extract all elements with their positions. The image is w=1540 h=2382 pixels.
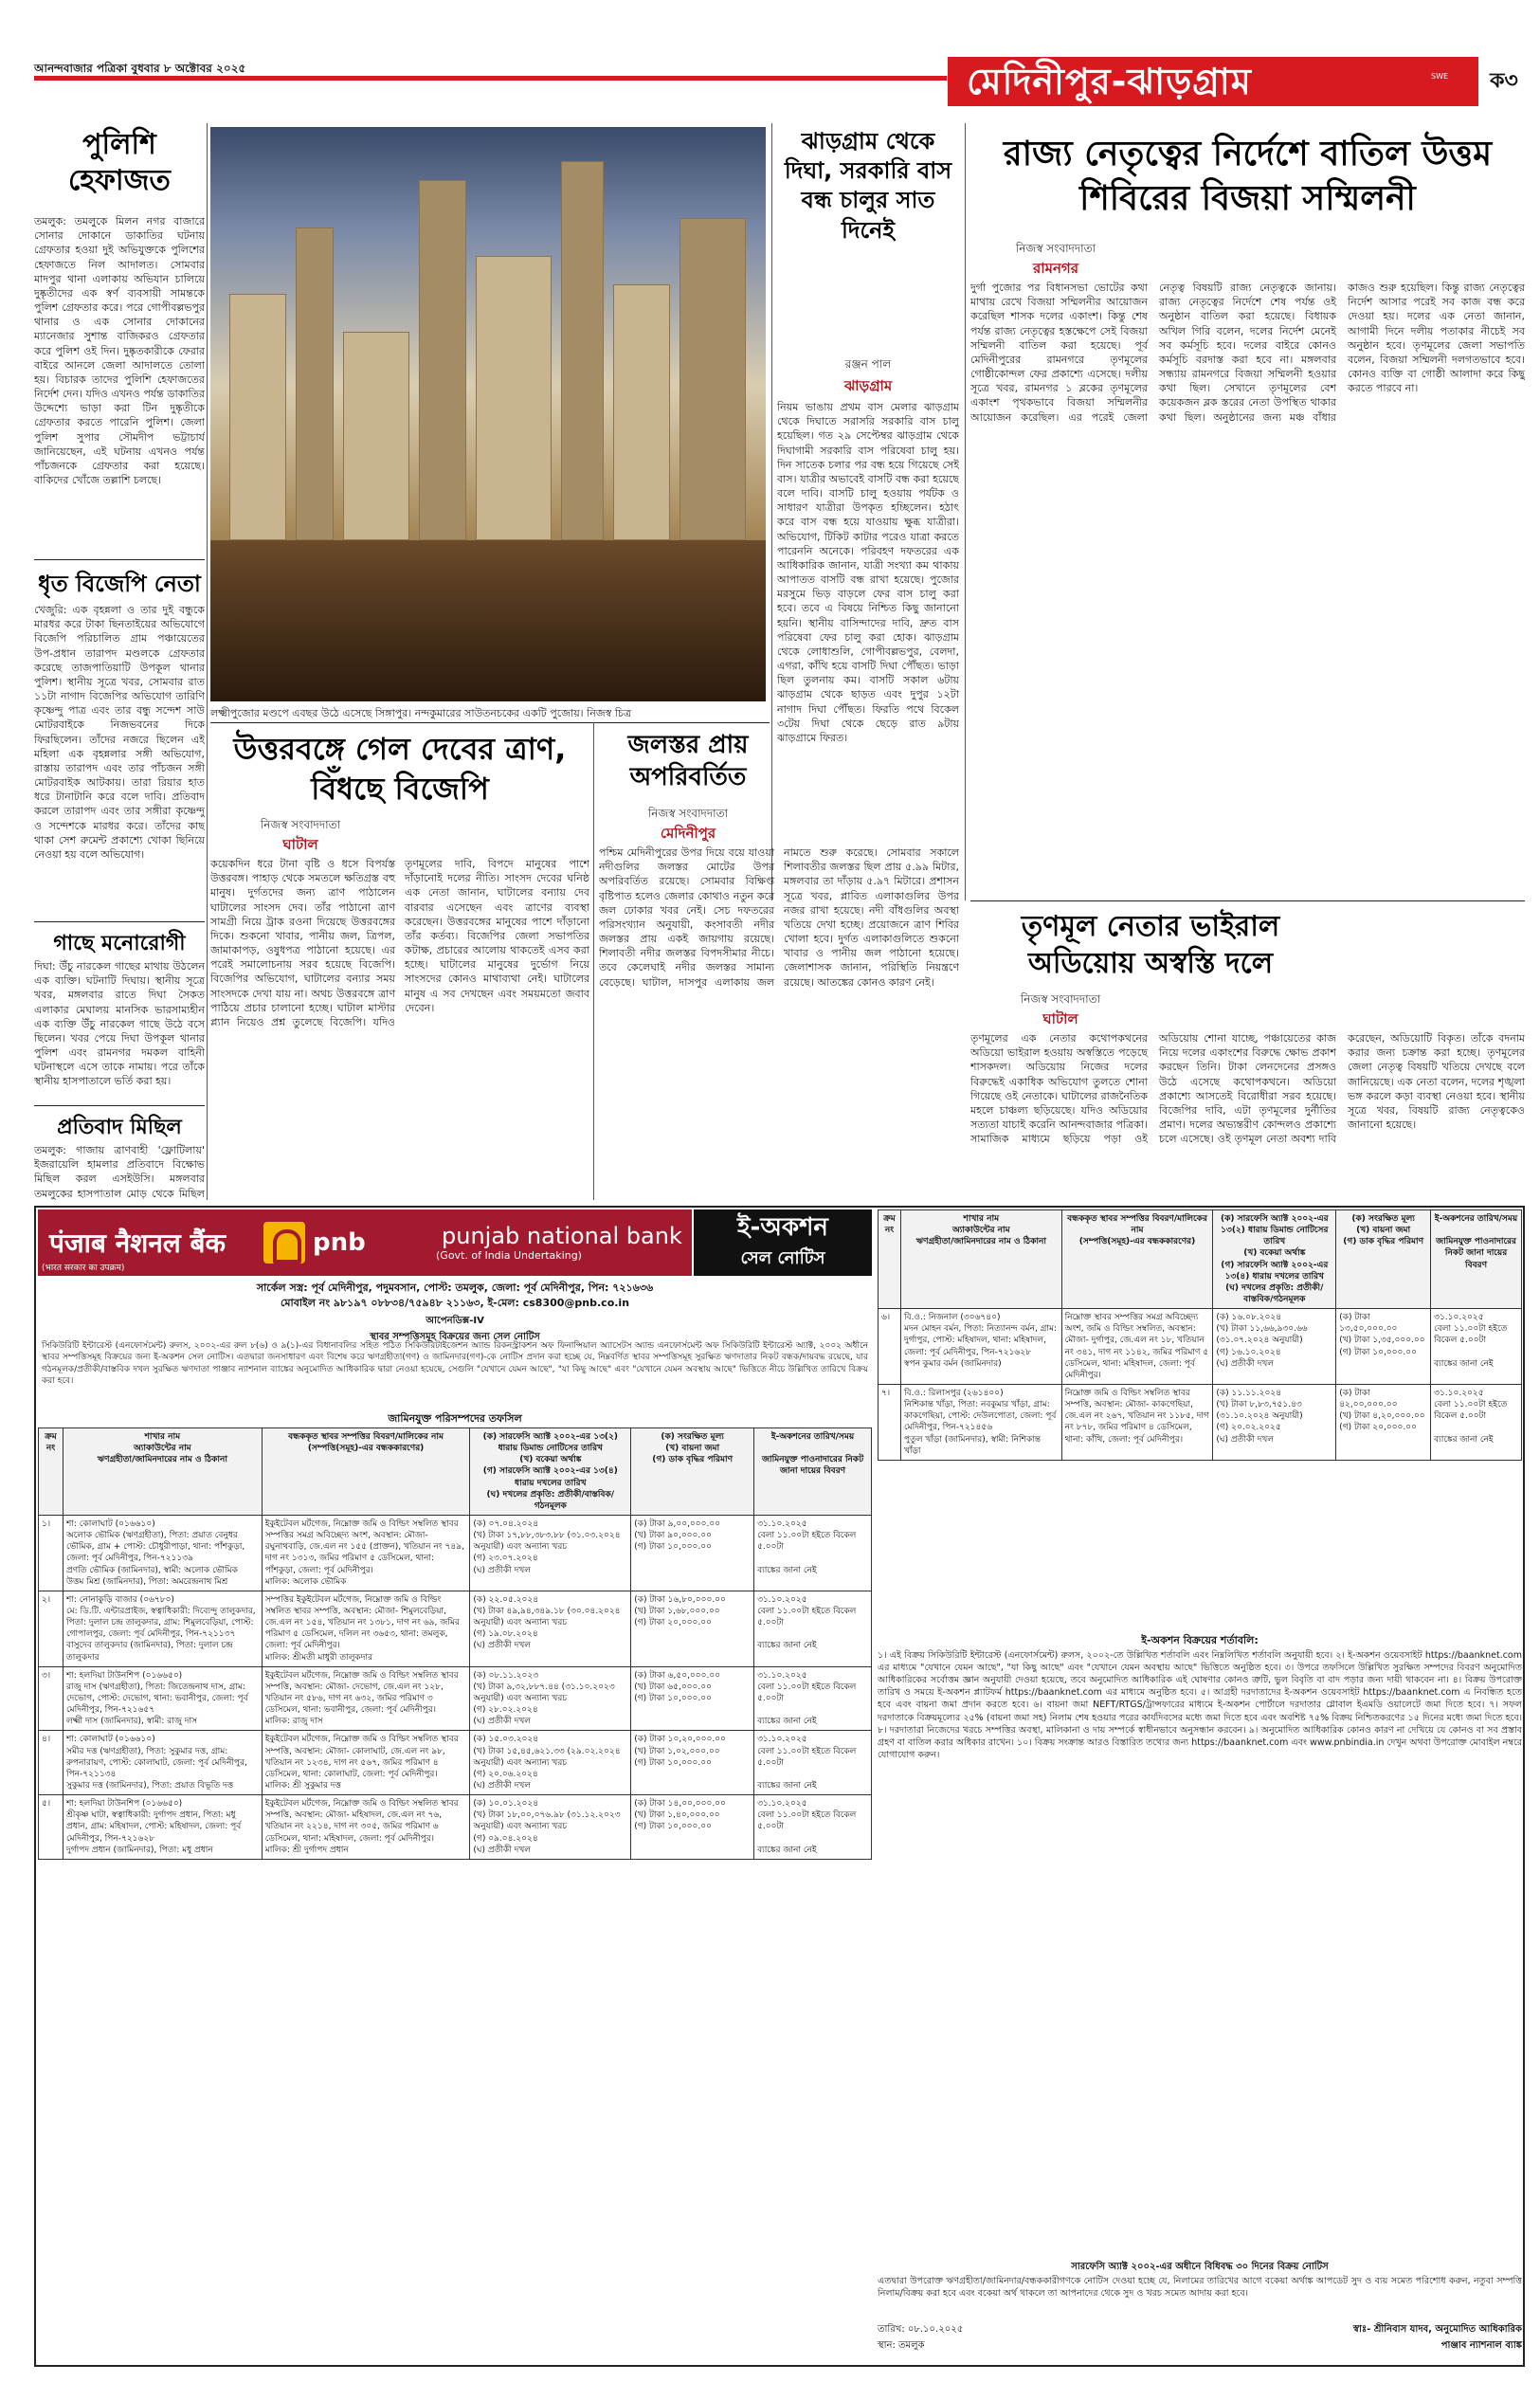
story-bus-body: নিয়ম ভাঙায় প্রথম বাস মেলার ঝাড়গ্রাম থেকে দিঘাতে সরাসরি সরকারি বাস চালু হয়েছিল। গত ২৯ সেপ্টেম্বর ঝাড়গ্রাম থেকে দিঘাগামী সরকারি বাস পরিষেবা চালু হয়। দিন সাতেক চলার পর বন্ধ হয়ে গিয়েছে সেই বাস। যাত্রীর অভাবেই বাসটি বন্ধ করা হয়েছে বলে দাবি। বাসটি চালু হওয়ায় পর্যটক ও সাধারণ যাত্রীরা উপকৃত হচ্ছিলেন। হঠাৎ করে বাস বন্ধ হয়ে যাওয়ায় ক্ষুব্ধ যাত্রীরা। অভিযোগ, টিকিট কাটার পরেও যাত্রা করতে পারেননি অনেকে। পরিবহণ দফতরের এক আধিকারিক জানান, যাত্রী সংখ্যা কম থাকায় আপাতত বাসটি বন্ধ রাখা হয়েছে। পুজোর মরসুমে ভিড় বাড়লে ফের বাস চালু করা হবে। তবে এ বিষয়ে নিশ্চিত কিছু জানানো হয়নি। স্থানীয় বাসিন্দাদের দাবি, দ্রুত বাস পরিষেবা ফের চালু করা হোক। ঝাড়গ্রাম থেকে লোধাশুলি, গোপীবল্লভপুর, বেলদা, এগরা, কাঁথি হয়ে বাসটি দিঘা পৌঁছত। ভাড়া ছিল তুলনায় কম। বাসটি সকাল ৬টায় ঝাড়গ্রাম থেকে ছাড়ত এবং দুপুর ১২টা নাগাদ দিঘা পৌঁছত। ফিরতি পথে বিকেল ৩টেয় দিঘা থেকে ছেড়ে রাত ৯টায় ঝাড়গ্রামে ফিরত।	[777, 401, 959, 744]
cell-property: ইকুইটেবল মর্টগেজ, নিম্নোক্ত জমি ও বিল্ডিং সম্বলিত স্থাবর সম্পত্তি, অবস্থান: মৌজা- কোলাঘাট, জে.এল নং ৯৮, খতিয়ান নং ১২৩৪, দাগ নং ৫৬৭, জমির পরিমাণ ৪ ডেসিমেল, থানা: কোলাঘাট, জেলা: পূর্ব মেদিনীপুর। মালিক: শ্রী সুকুমার দত্ত	[262, 1731, 470, 1795]
cell-borrower: বি.ও.: রিলাসপুর (২৬১৪০০) নিশিকান্ত খাঁড়া, পিতা: নবকুমার খাঁড়া, গ্রাম: কাকগেছিয়া, পোস্ট: দেউলপোতা, জেলা: পূর্ব মেদিনীপুর, পিন-৭২১৪৫৬ পুতুল খাঁড়া (জামিনদার), স্বামী: নিশিকান্ত খাঁড়া	[900, 1384, 1061, 1460]
headline-bus: ঝাড়গ্রাম থেকে দিঘা, সরকারি বাস বন্ধ চালুর সাত দিনেই	[784, 128, 952, 244]
cell-borrower: শা: হলদিয়া টাউনশিপ (০১৬৬৫০) রাজু দাস (ঋণগ্রহীতা), পিতা: জিতেন্দ্রনাথ দাস, গ্রাম: দেভোগ, পোস্ট: দেভোগ, থানা: ভবানীপুর, জেলা: পূর্ব মেদিনীপুর, পিন-৭২১৬৫৭ লক্ষ্মী দাস (জামিনদার), স্বামী: রাজু দাস	[63, 1666, 262, 1731]
byline-water-level: নিজস্ব সংবাদদাতা	[647, 807, 729, 820]
cell-demand: (ক) ২২.০৫.২০২৪ (খ) টাকা ৪৯,৯৪,৩৪৯.১৮ (৩০.০৪.২০২৪ অনুযায়ী) এবং অন্যান্য খরচ (গ) ১৯.০৮.২০২৪ (ঘ) প্রতীকী দখল	[470, 1591, 631, 1666]
col-date: ই-অকশনের তারিখ/সময় জামিনযুক্ত পাওনাদারের নিকট জানা দায়ের বিবরণ	[754, 1428, 872, 1516]
page-number: ক৩	[1490, 69, 1518, 93]
story-bjp-leader-body: খেজুরি: এক বৃহন্নলা ও তার দুই বন্ধুকে মারধর করে টাকা ছিনতাইয়ের অভিযোগে বিজেপি পরিচালিত গ্রাম পঞ্চায়েতের উপ-প্রধান তারাপদ মণ্ডলকে গ্রেফতার করেছে তাজপাতিয়াটি উপকূল থানার পুলিশ। স্থানীয় সূত্রে খবর, সোমবার রাত ১১টা নাগাদ বিজেপির অভিযোগ তারিণি কৃষ্ণেন্দু পাত্র এবং তার বন্ধু সন্দেশ সাউ মোটরবাইকে নিজভবনের দিকে ফিরছিলেন। তাঁদের নজরে ছিলেন এই মহিলা এক বৃহন্নলার সঙ্গী অভিযোগ, রাস্তায় তারাপদ এবং তার পাঁচজন সঙ্গী মোটরবাইক আটকায়। তারা রিয়ার হাত ধরে টানাটানি করে বলে দাবি। প্রতিবাদ করলে তারাপদ এবং তার সঙ্গীরা কৃষ্ণেন্দু ও সন্দেশকে মারধর করে। তাঁদের কাছ থাকা সেশ রুমেন্ট প্রকাশ্যে খোকা ছিনিয়ে নেওয়া হয় বলে অভিযোগ।	[34, 604, 205, 861]
byline-dev-relief: নিজস্ব সংবাদদাতা	[260, 818, 341, 831]
cell-property: সম্পত্তির ইকুইটেবল মর্টগেজ, নিম্নোক্ত জমি ও বিল্ডিং সম্বলিত স্থাবর সম্পত্তি, অবস্থান: মৌজা- শিমুলবেড়িয়া, জে.এল নং ১৫৪, খতিয়ান নং ১৩৮১, দাগ নং ৬৯, জমির পরিমাণ ৫ ডেসিমেল, দলিল নং ৩৬৫৩, থানা: তমলুক, জেলা: পূর্ব মেদিনীপুর। মালিক: শ্রীমতী মাধুরী তালুকদার	[262, 1591, 470, 1666]
col-reserve: (ক) সংরক্ষিত মূল্য (খ) বায়না জমা (গ) ডাক বৃদ্ধির পরিমাণ	[631, 1428, 754, 1516]
byline-bijoya: নিজস্ব সংবাদদাতা	[1015, 242, 1096, 255]
table-row	[39, 1666, 872, 1731]
headline-protest: প্রতিবাদ মিছিল	[57, 1116, 182, 1139]
cell-borrower: বি.ও.: নিজনাল (৩০৬৭৪০) মদন মোহন বর্মন, পিতা: নিত্যানন্দ বর্মন, গ্রাম: দুর্গাপুর, পোস্ট: মহিষাদল, থানা: মহিষাদল, জেলা: পূর্ব মেদিনীপুর, পিন-৭২১৬২৮ স্বপন কুমার বর্মন (জামিনদার)	[900, 1309, 1061, 1385]
cell-demand: (ক) ১৬.০৮.২০২৪ (খ) টাকা ১১,৬৬,৯৩০.৬৬ (৩১.০৭.২০২৪ অনুযায়ী) (গ) ১৬.১০.২০২৪ (ঘ) প্রতীকী দখল	[1213, 1309, 1336, 1385]
col-property: বন্ধককৃত স্থাবর সম্পত্তির বিবরণ/মালিকের নাম (সম্পত্তি(সমূহ)-এর বন্ধককারণের)	[262, 1428, 470, 1516]
cell-sl: ১।	[39, 1515, 63, 1591]
cell-reserve: (ক) টাকা ১৬,৮০,০০০.০০ (খ) টাকা ১,৬৮,০০০.০০ (গ) টাকা ২০,০০০.০০	[631, 1591, 754, 1666]
cell-sl: ৩।	[39, 1666, 63, 1731]
cell-reserve: (ক) টাকা ৪২,০০,০০০.০০ (খ) টাকা ৪,২০,০০০.০০ (গ) টাকা ২০,০০০.০০	[1336, 1384, 1431, 1460]
cell-date: ৩১.১০.২০২৫ বেলা ১১.০০টা হইতে বিকেল ৫.০০টা ব্যাঙ্কের জানা নেই	[754, 1666, 872, 1731]
notice-title: সারফেসি অ্যাক্ট ২০০২-এর অধীনে বিধিবদ্ধ ৩০ দিনের বিক্রয় নোটিস	[1071, 2262, 1329, 2272]
cell-date: ৩১.১০.২০২৫ বেলা ১১.০০টা হইতে বিকেল ৫.০০টা ব্যাঙ্কের জানা নেই	[754, 1515, 872, 1591]
terms-body: ১। এই বিক্রয় সিকিউরিটি ইন্টারেস্ট (এনফোর্সমেন্ট) রুলস, ২০০২-তে উল্লিখিত শর্তাবলি এবং নিম্নলিখিত শর্তাবলি অনুযায়ী হবে। ২। ই-অকশন ওয়েবসাইট https://baanknet.com এর মাধ্যমে "যেখানে যেমন আছে", "যা কিছু আছে" এবং "যেখানে যেমন অবস্থায় আছে" ভিত্তিতে অনুষ্ঠিত হবে। ৩। উপরে তফসিলে উল্লিখিত সুরক্ষিত সম্পদের বিবরণ অনুমোদিত আধিকারিকের সর্বোত্তম জ্ঞান অনুযায়ী দেওয়া হয়েছে, তবে অনুমোদিত আধিকারিক এই ঘোষণার কোনও ত্রুটি, ভুল বিবৃতি বা বাদ পড়ার জন্য দায়ী থাকবেন না। ৪। বিক্রয় উপরোক্ত তারিখ ও সময়ে ই-অকশন প্ল্যাটফর্ম https://baanknet.com এর মাধ্যমে অনুষ্ঠিত হবে। ৫। আগ্রহী দরদাতাদের ই-অকশন ওয়েবসাইট https://baanknet.com এ নিবন্ধিত হতে হবে এবং বায়না জমা প্রদান করতে হবে। ৬। বায়না জমা NEFT/RTGS/ট্রান্সফারের মাধ্যমে ই-অকশন পোর্টালে দরদাতার গ্লোবাল ইএমডি ওয়ালেটে জমা দিতে হবে। ৭। সফল দরদাতাকে বিক্রয়মূল্যের ২৫% (বায়না জমা সহ) নিলাম শেষ হওয়ার পরের কার্যদিবসের মধ্যে জমা দিতে হবে এবং অবশিষ্ট ৭৫% বিক্রয় নিশ্চিতকরণের ১৫ দিনের মধ্যে জমা দিতে হবে। ৮। দরদাতারা নিজেদের খরচে সম্পত্তির অবস্থা, মালিকানা ও দায় সম্পর্কে স্বাধীনভাবে অনুসন্ধান করবেন। ৯। অনুমোদিত আধিকারিক কোনও কারণ না দেখিয়ে যে কোনও বা সব প্রস্তাব গ্রহণ বা বাতিল করার অধিকার রাখেন। ১০। বিক্রয় সংক্রান্ত আরও বিস্তারিত তথ্যের জন্য https://baanknet.com এবং www.pnbindia.in দেখুন অথবা উপরোক্ত মোবাইল নম্বরে যোগাযোগ করুন।	[878, 1650, 1522, 1760]
headline-water-level: জলস্তর প্রায় অপরিবর্তিত	[627, 731, 749, 791]
cell-date: ৩১.১০.২০২৫ বেলা ১১.০০টা হইতে বিকেল ৫.০০টা ব্যাঙ্কের জানা নেই	[1431, 1309, 1522, 1385]
col-borrower: শাখার নাম অ্যাকাউন্টের নাম ঋণগ্রহীতা/জামিনদারের নাম ও ঠিকানা	[63, 1428, 262, 1516]
cell-sl: ৭।	[879, 1384, 901, 1460]
eauction-label: ই-অকশন সেল নোটিস	[694, 1209, 872, 1276]
byline-bus: রঞ্জন পাল	[844, 357, 892, 371]
pnb-hindi-sub: (भारत सरकार का उपक्रम)	[42, 1264, 125, 1273]
story-police-body: তমলুক: তমলুকে মিলন নগর বাজারে সোনার দোকানে ডাকাতির ঘটনায় গ্রেফতার হওয়া দুই অভিযুক্তকে পুলিশের হেফাজতে নিল আদালত। সোমবার মাদপুর থানা এলাকায় অভিযান চালিয়ে দুষ্কৃতীদের এক স্বর্ণ ব্যবসায়ী সামন্তকে পুলিশ গ্রেফতার করে। পরে গোপীবল্লভপুর থানার ও এক সোনার দোকানের ম্যানেজার সুশান্ত বাজিকরও গ্রেফতার করে পুলিশ ওই দিন। দুষ্কৃতকারীকে ফেরার বাইরে আনলে জেলা আদালতে তোলা হয়। বিচারক তাদের পুলিশি হেফাজতের নির্দেশ দেন। যদিও এখনও পর্যন্ত ডাকাতির উদ্দেশ্যে ভাড়া করা টিন দুষ্কৃতীকে গ্রেফতার করতে পারেনি পুলিশ। জেলা পুলিশ সুপার সৌমদীপ ভট্টাচার্য জানিয়েছেন, এই ঘটনায় এখনও পর্যন্ত পাঁচজনকে গ্রেফতার করা হয়েছে। বাকিদের খোঁজে তল্লাশি চলছে।	[34, 215, 205, 487]
pnb-hindi-name: पंजाब नैशनल बैंक	[49, 1227, 226, 1259]
pnb-govt-undertaking: (Govt. of India Undertaking)	[436, 1248, 582, 1262]
cell-reserve: (ক) টাকা ১৪,০০,০০০.০০ (খ) টাকা ১,৪০,০০০.০০ (গ) টাকা ১০,০০০.০০	[631, 1795, 754, 1860]
ad-intro: সিকিউরিটি ইন্টারেস্ট (এনফোর্সমেন্ট) রুলস, ২০০২-এর রুল ৮(৬) ও ৯(১)-এর বিধানাবলির সহিত পঠিত সিকিউরিটাইজেশন অ্যান্ড রিকনস্ট্রাকশন অফ ফিনান্সিয়াল অ্যাসেটস অ্যান্ড এনফোর্সমেন্ট অফ সিকিউরিটি ইন্টারেস্ট অ্যাক্ট, ২০০২ অধীনে স্থাবর সম্পত্তিসমূহ বিক্রয়ের জন্য ই-অকশন সেল নোটিস। এতদ্বারা জনসাধারণ এবং বিশেষ করে ঋণগ্রহীতা(গণ) ও জামিনদার(গণ)-কে নোটিস প্রদান করা হচ্ছে যে, নিম্নবর্ণিত স্থাবর সম্পত্তিসমূহ সুরক্ষিত ঋণদাতার নিকট বন্ধক/দায়বদ্ধ রয়েছে, যার গঠনমূলক/প্রতীকী/বাস্তবিক দখল সুরক্ষিত ঋণদাতা পাঞ্জাব ন্যাশনাল ব্যাঙ্কের অনুমোদিত আধিকারিক দ্বারা নেওয়া হয়েছে, সেগুলি "যেখানে যেমন আছে", "যা কিছু আছে" এবং "যেখানে যেমন অবস্থায় আছে" ভিত্তিতে নীচে উল্লিখিত তারিখে বিক্রয় করা হবে।	[42, 1341, 868, 1387]
headline-dev-relief: উত্তরবঙ্গে গেল দেবের ত্রাণ, বিঁধছে বিজেপি	[233, 731, 567, 807]
masthead-rule	[34, 76, 947, 81]
cell-property: ইকুইটেবল মর্টগেজ, নিম্নোক্ত জমি ও বিল্ডিং সম্বলিত স্থাবর সম্পত্তি, অবস্থান: মৌজা- মহিষাদল, জে.এল নং ৭৬, খতিয়ান নং ২২১৪, দাগ নং ৩০৫, জমির পরিমাণ ৬ ডেসিমেল, থানা: মহিষাদল, জেলা: পূর্ব মেদিনীপুর। মালিক: শ্রী দুর্গাপদ প্রধান	[262, 1795, 470, 1860]
table-row	[39, 1731, 872, 1795]
cell-reserve: (ক) টাকা ১৩,৫০,০০০.০০ (খ) টাকা ১,৩৫,০০০.০০ (গ) টাকা ১০,০০০.০০	[1336, 1309, 1431, 1385]
cell-demand: (ক) ১৫.০৩.২০২৪ (খ) টাকা ১৫,৪৫,৬২১.৩৩ (২৯.০২.২০২৪ অনুযায়ী) এবং অন্যান্য খরচ (গ) ২০.০৬.২০২৪ (ঘ) প্রতীকী দখল	[470, 1731, 631, 1795]
byline-viral-audio: নিজস্ব সংবাদদাতা	[1020, 992, 1101, 1006]
headline-bijoya: রাজ্য নেতৃত্বের নির্দেশে বাতিল উত্তম শিবিরের বিজয়া সম্মিলনী	[1003, 135, 1493, 218]
pnb-short-name: pnb	[313, 1228, 366, 1257]
dateline-water-level: মেদিনীপুর	[660, 825, 716, 842]
cell-reserve: (ক) টাকা ৬,৫০,০০০.০০ (খ) টাকা ৬৫,০০০.০০ (গ) টাকা ১০,০০০.০০	[631, 1666, 754, 1731]
cell-sl: ৬।	[879, 1309, 901, 1385]
table-row	[39, 1795, 872, 1860]
cell-property: ইকুইটেবল মর্টগেজ, নিম্নোক্ত জমি ও বিল্ডিং সম্বলিত স্থাবর সম্পত্তির সমগ্র অবিচ্ছেদ্য অংশ, অবস্থান: মৌজা- রঘুনাথবাড়ি, জে.এল নং ১৫৫ (প্রাক্তন), খতিয়ান নং ৭৪৯, দাগ নং ১৩১৩, জমির পরিমাণ ৫ ডেসিমেল, থানা: পাঁশকুড়া, জেলা: পূর্ব মেদিনীপুর। মালিক: অলোক ভৌমিক	[262, 1515, 470, 1591]
cell-property: নিম্নোক্ত স্থাবর সম্পত্তির সমগ্র অবিচ্ছেদ্য অংশ, জমি ও বিল্ডিং সম্বলিত, অবস্থান: মৌজা- দুর্গাপুর, জে.এল নং ১৮, খতিয়ান নং ৩৪১, দাগ নং ১১৪২, জমির পরিমাণ ৫ ডেসিমেল, থানা: মহিষাদল, জেলা: পূর্ব মেদিনীপুর।	[1061, 1309, 1213, 1385]
cell-sl: ৫।	[39, 1795, 63, 1860]
story-bijoya-body: দুর্গা পুজোর পর বিধানসভা ভোটের কথা মাথায় রেখে বিজয়া সম্মিলনীর আয়োজন করেছিল শাসক দলের একাংশ। কিন্তু শেষ পর্যন্ত রাজ্য নেতৃত্বের হস্তক্ষেপে সেই বিজয়া সম্মিলনী বাতিল করা হয়েছে। পূর্ব মেদিনীপুরের রামনগরে তৃণমূলের গোষ্ঠীকোন্দল ফের প্রকাশ্যে এসেছে। দলীয় সূত্রে খবর, রামনগর ১ ব্লকের তৃণমূলের একাংশ পৃথকভাবে বিজয়া সম্মিলনীর আয়োজন করেছিল। এর পরেই জেলা নেতৃত্ব বিষয়টি রাজ্য নেতৃত্বকে জানায়। রাজ্য নেতৃত্বের নির্দেশে শেষ পর্যন্ত ওই অনুষ্ঠান বাতিল করা হয়েছে। বিধায়ক অখিল গিরি বলেন, দলের নির্দেশ মেনেই সব কর্মসূচি হবে। দলের বাইরে কোনও কর্মসূচি বরদাস্ত করা হবে না। মঙ্গলবার সন্ধ্যায় রামনগরে বিজয়া সম্মিলনী হওয়ার কথা ছিল। সেখানে তৃণমূলের বেশ কয়েকজন ব্লক স্তরের নেতা উপস্থিত থাকার কথা ছিল। অনুষ্ঠানের জন্য মঞ্চ বাঁধার কাজও শুরু হয়েছিল। কিন্তু রাজ্য নেতৃত্বের নির্দেশ আসার পরেই সব কাজ বন্ধ করে দেওয়া হয়। দলের এক নেতা জানান, আগামী দিনে দলীয় পতাকার নীচেই সব অনুষ্ঠান হবে। তৃণমূলের জেলা সভাপতি বলেন, বিজয়া সম্মিলনী দলগতভাবে হবে। কোনও ব্যক্তি বা গোষ্ঠী আলাদা করে কিছু করতে পারবে না।	[970, 282, 1525, 424]
footer-signature: স্বাঃ- শ্রীনিবাস যাদব, অনুমোদিত আধিকারিক পাঞ্জাব ন্যাশনাল ব্যাঙ্ক	[1352, 2324, 1522, 2351]
ad-address: সার্কেল সস্ত্র: পূর্ব মেদিনীপুর, পদুমবসান, পোস্ট: তমলুক, জেলা: পূর্ব মেদিনীপুর, পিন: ৭২১৬৩৬	[256, 1282, 654, 1294]
section-tag: SWE	[1431, 72, 1449, 81]
cell-property: নিম্নোক্ত জমি ও বিল্ডিং সম্বলিত স্থাবর সম্পত্তি, অবস্থান: মৌজা- কাকগেছিয়া, জে.এল নং ২৬৭, খতিয়ান নং ১১৮৫, দাগ নং ৮৭৮, জমির পরিমাণ ৪ ডেসিমেল, থানা: কাঁথি, জেলা: পূর্ব মেদিনীপুর।	[1061, 1384, 1213, 1460]
cell-sl: ২।	[39, 1591, 63, 1666]
cell-demand: (ক) ১০.০১.২০২৪ (খ) টাকা ১৮,০০,০৭৬.৯৮ (৩১.১২.২০২৩ অনুযায়ী) এবং অন্যান্য খরচ (গ) ০৯.০৪.২০২৪ (ঘ) প্রতীকী দখল	[470, 1795, 631, 1860]
masthead-date: আনন্দবাজার পত্রিকা বুধবার ৮ অক্টোবর ২০২৫	[34, 62, 246, 75]
pnb-full-name: punjab national bank	[442, 1223, 682, 1250]
footer-date: তারিখ: ০৮.১০.২০২৫ স্থান: তমলুক	[878, 2324, 964, 2351]
table-row	[879, 1384, 1522, 1460]
col-sl: ক্রম নং	[39, 1428, 63, 1516]
dateline-bus: ঝাড়গ্রাম	[843, 377, 893, 394]
story-tree-body: দিঘা: উঁচু নারকেল গাছের মাথায় উঠলেন এক ব্যক্তি। ঘটনাটি দিঘায়। স্থানীয় সূত্রে খবর, মঙ্গলবার রাতে দিঘা সৈকত এলাকার মেঘালয় মানসিক ভারসাম্যহীন এক ব্যক্তি উঁচু নারকেল গাছে উঠে বসে ছিলেন। খবর পেয়ে দিঘা উপকূল থানার পুলিশ এবং রামনগর দমকল বাহিনী ঘটনাস্থলে এসে তাকে নামায়। পরে তাঁকে স্থানীয় হাসপাতালে ভর্তি করা হয়।	[34, 960, 205, 1088]
ad-appendix: আপেনডিক্স-IV স্থাবর সম্পত্তিসমূহ বিক্রয়ের জন্য সেল নোটিস	[370, 1316, 540, 1342]
cell-reserve: (ক) টাকা ১০,২০,০০০.০০ (খ) টাকা ১,০২,০০০.০০ (গ) টাকা ১০,০০০.০০	[631, 1731, 754, 1795]
cell-demand: (ক) ০৭.০৪.২০২৪ (খ) টাকা ১৭,৮৮,৩৮৩.৮৮ (৩১.০৩.২০২৪ অনুযায়ী) এবং অন্যান্য খরচ (গ) ২৩.০৭.২০২৪ (ঘ) প্রতীকী দখল	[470, 1515, 631, 1591]
pnb-logo-icon	[263, 1222, 305, 1264]
col-demand: (ক) সারফেসি অ্যাক্ট ২০০২-এর ১৩(২) ধারায় ডিমান্ড নোটিসের তারিখ (খ) বকেয়া অর্থাঙ্ক (গ) সারফেসি অ্যাক্ট ২০০২-এর ১৩(৪) ধারায় দখলের তারিখ (ঘ) দখলের প্রকৃতি: প্রতীকী/বাস্তবিক/গঠনমূলক	[470, 1428, 631, 1516]
cell-reserve: (ক) টাকা ৯,০০,০০০.০০ (খ) টাকা ৯০,০০০.০০ (গ) টাকা ১০,০০০.০০	[631, 1515, 754, 1591]
photo-singapore-pandal	[210, 127, 766, 701]
auction-table-left	[38, 1427, 872, 1860]
table-row	[879, 1309, 1522, 1385]
story-water-level-body: পশ্চিম মেদিনীপুরের উপর দিয়ে বয়ে যাওয়া নদীগুলির জলস্তর মোটের উপর অপরিবর্তিত রয়েছে। সোমবার বিক্ষিপ্ত বৃষ্টিপাত হলেও জেলার কোথাও নতুন করে জল ঢোকার খবর নেই। সেচ দফতরের পরিসংখ্যান অনুযায়ী, কংসাবতী নদীর জলস্তর প্রায় একই জায়গায় রয়েছে। শিলাবতী নদীর জলস্তর বিপদসীমার নীচে। তবে কেলেঘাই নদীর জলস্তর সামান্য বেড়েছে। ঘাটাল, দাসপুর এলাকায় জল নামতে শুরু করেছে। সোমবার সকালে শিলাবতীর জলস্তর ছিল প্রায় ৫.৯৯ মিটার, মঙ্গলবার তা দাঁড়ায় ৫.৯৭ মিটারে। প্রশাসন সূত্রে খবর, প্লাবিত এলাকাগুলির উপর নজর রাখা হয়েছে। নদী বাঁধগুলির অবস্থা খতিয়ে দেখা হচ্ছে। প্রয়োজনে ত্রাণ শিবির খোলা হবে। দুর্গত এলাকাগুলিতে শুকনো খাবার ও পানীয় জল পাঠানো হয়েছে। জেলাশাসক জানান, পরিস্থিতি নিয়ন্ত্রণে রয়েছে। আতঙ্কের কোনও কারণ নেই।	[599, 846, 959, 989]
table-row	[39, 1515, 872, 1591]
cell-date: ৩১.১০.২০২৫ বেলা ১১.০০টা হইতে বিকেল ৫.০০টা ব্যাঙ্কের জানা নেই	[754, 1731, 872, 1795]
auction-table-right: ক্রম নং শাখার নাম অ্যাকাউন্টের নাম ঋণগ্রহীতা/জামিনদারের নাম ও ঠিকানা বন্ধককৃত স্থাবর সম্পত্তির বিবরণ/মালিকের নাম (সম্পত্তি(সমূহ)-এর বন্ধককারণের) (ক) সারফেসি অ্যাক্ট ২০০২-এর ১৩(২) ধারায় ডিমান্ড নোটিসের তারিখ (খ) বকেয়া অর্থাঙ্ক (গ) সারফেসি অ্যাক্ট ২০০২-এর ১৩(৪) ধারায় দখলের তারিখ (ঘ) দখলের প্রকৃতি: প্রতীকী/বাস্তবিক/গঠনমূলক (ক) সংরক্ষিত মূল্য (খ) বায়না জমা (গ) ডাক বৃদ্ধির পরিমাণ ই-অকশনের তারিখ/সময় জামিনযুক্ত পাওনাদারের নিকট জানা দায়ের বিবরণ ৬। বি.ও.: নিজনাল (৩০৬৭৪০) মদন মোহন বর্মন, পিতা: নিত্যানন্দ বর্মন, গ্রাম: দুর্গাপুর, পোস্ট: মহিষাদল, থানা: মহিষাদল, জেলা: পূর্ব মেদিনীপুর, পিন-৭২১৬২৮ স্বপন কুমার বর্মন (জামিনদার) নিম্নোক্ত স্থাবর সম্পত্তির সমগ্র অবিচ্ছেদ্য অংশ, জমি ও বিল্ডিং সম্বলিত, অবস্থান: মৌজা- দুর্গাপুর, জে.এল নং ১৮, খতিয়ান নং ৩৪১, দাগ নং ১১৪২, জমির পরিমাণ ৫ ডেসিমেল, থানা: মহিষাদল, জেলা: পূর্ব মেদিনীপুর। (ক) ১৬.০৮.২০২৪ (খ) টাকা ১১,৬৬,৯৩০.৬৬ (৩১.০৭.২০২৪ অনুযায়ী) (গ) ১৬.১০.২০২৪ (ঘ) প্রতীকী দখল (ক) টাকা ১৩,৫০,০০০.০০ (খ) টাকা ১,৩৫,০০০.০০ (গ) টাকা ১০,০০০.০০ ৩১.১০.২০২৫ বেলা ১১.০০টা হইতে বিকেল ৫.০০টা ব্যাঙ্কের জানা নেই ৭। বি.ও.: রিলাসপুর (২৬১৪০০) নিশিকান্ত খাঁড়া, পিতা: নবকুমার খাঁড়া, গ্রাম: কাকগেছিয়া, পোস্ট: দেউলপোতা, জেলা: পূর্ব মেদিনীপুর, পিন-৭২১৪৫৬ পুতুল খাঁড়া (জামিনদার), স্বামী: নিশিকান্ত খাঁড়া নিম্নোক্ত জমি ও বিল্ডিং সম্বলিত স্থাবর সম্পত্তি, অবস্থান: মৌজা- কাকগেছিয়া, জে.এল নং ২৬৭, খতিয়ান নং ১১৮৫, দাগ নং ৮৭৮, জমির পরিমাণ ৪ ডেসিমেল, থানা: কাঁথি, জেলা: পূর্ব মেদিনীপুর। (ক) ১১.১১.২০২৪ (খ) টাকা ৮,৮৩,৭৫১.৪৩ (৩১.১০.২০২৪ অনুযায়ী) (গ) ২০.০২.২০২৫ (ঘ) প্রতীকী দখল (ক) টাকা ৪২,০০,০০০.০০ (খ) টাকা ৪,২০,০০০.০০ (গ) টাকা ২০,০০০.০০ ৩১.১০.২০২৫ বেলা ১১.০০টা হইতে বিকেল ৫.০০টা ব্যাঙ্কের জানা নেই	[878, 1209, 1522, 1461]
dateline-bijoya: রামনগর	[1033, 260, 1078, 277]
headline-viral-audio: তৃণমূল নেতার ভাইরাল অডিয়োয় অস্বস্তি দলে	[1021, 910, 1280, 980]
cell-borrower: শা: হলদিয়া টাউনশিপ (০১৬৬৫০) শ্রীকৃষ্ণ ঘাটা, স্বত্বাধিকারী: দুর্গাপদ প্রধান, পিতা: মধু প্রধান, গ্রাম: মহিষাদল, পোস্ট: মহিষাদল, জেলা: পূর্ব মেদিনীপুর, পিন-৭২১৬২৮ দুর্গাপদ প্রধান (জামিনদার), পিতা: মধু প্রধান	[63, 1795, 262, 1860]
cell-demand: (ক) ০৮.১১.২০২৩ (খ) টাকা ৯,৩২,৮৮৭.৪৪ (৩১.১০.২০২৩ অনুযায়ী) এবং অন্যান্য খরচ (গ) ২৮.০২.২০২৪ (ঘ) প্রতীকী দখল	[470, 1666, 631, 1731]
notice-body: এতদ্বারা উপরোক্ত ঋণগ্রহীতা/জামিনদার/বন্ধককারীগণকে নোটিস দেওয়া হচ্ছে যে, নিলামের তারিখের আগে বকেয়া অর্থাঙ্ক আপডেট সুদ ও ব্যয় সমেত পরিশোধ করুন, নতুবা সম্পত্তি নিলাম/বিক্রয় করা হবে এবং বকেয়া অর্থ থাকলে তা আপনাদের থেকে সুদ ও খরচ সমেত আদায় করা হবে।	[878, 2276, 1522, 2300]
photo-caption: লক্ষ্মীপুজোর মণ্ডপে এবছর উঠে এসেছে সিঙ্গাপুর। নন্দকুমারের সাউতনচকের একটি পুজোয়। নিজস্ব চিত্র	[210, 707, 632, 719]
dateline-viral-audio: ঘাটাল	[1042, 1010, 1078, 1027]
cell-borrower: শা: কোলাঘাট (০১৬৬১০) সমীর দত্ত (ঋণগ্রহীতা), পিতা: সুকুমার দত্ত, গ্রাম: রুপনারায়ণ, পোস্ট: কোলাঘাট, জেলা: পূর্ব মেদিনীপুর, পিন-৭২১১৩৪ সুকুমার দত্ত (জামিনদার), পিতা: প্রয়াত বিভূতি দত্ত	[63, 1731, 262, 1795]
story-viral-audio-body: তৃণমূলের এক নেতার কথোপকথনের অডিয়ো ভাইরাল হওয়ায় অস্বস্তিতে পড়েছে শাসকদল। অডিয়োয় নিজের দলের বিরুদ্ধেই একাধিক অভিযোগ তুলতে শোনা গিয়েছে ওই নেতাকে। ঘাটালের রাজনৈতিক মহলে চাঞ্চল্য ছড়িয়েছে। যদিও অডিয়োর সত্যতা যাচাই করেনি আনন্দবাজার পত্রিকা। সামাজিক মাধ্যমে ছড়িয়ে পড়া ওই অডিয়োয় শোনা যাচ্ছে, পঞ্চায়েতের কাজ নিয়ে দলের একাংশের বিরুদ্ধে ক্ষোভ প্রকাশ করছেন তিনি। টাকা লেনদেনের প্রসঙ্গও উঠে এসেছে কথোপকথনে। অডিয়ো প্রকাশ্যে আসতেই বিরোধীরা সরব হয়েছে। বিজেপির দাবি, এটা তৃণমূলের দুর্নীতির প্রমাণ। দলের অভ্যন্তরীণ কোন্দলও প্রকাশ্যে চলে এসেছে। ওই তৃণমূল নেতা অবশ্য দাবি করেছেন, অডিয়োটি বিকৃত। তাঁকে বদনাম করার জন্য চক্রান্ত করা হচ্ছে। তৃণমূলের জেলা নেতৃত্ব বিষয়টি খতিয়ে দেখছে বলে জানিয়েছে। এক নেতা বলেন, দলের শৃঙ্খলা ভঙ্গ করলে কড়া ব্যবস্থা নেওয়া হবে। স্থানীয় সূত্রে খবর, বিষয়টি রাজ্য নেতৃত্বকেও জানানো হয়েছে।	[970, 1032, 1525, 1146]
story-dev-relief-body: কয়েকদিন ধরে টানা বৃষ্টি ও ধসে বিপর্যস্ত উত্তরবঙ্গ। পাহাড় থেকে সমতলে ক্ষতিগ্রস্ত বহু মানুষ। দুর্গতদের জন্য ত্রাণ পাঠালেন ঘাটালের সাংসদ দেব। তাঁর পাঠানো ত্রাণ সামগ্রী নিয়ে ট্রাক রওনা দিয়েছে উত্তরবঙ্গের দিকে। শুকনো খাবার, পানীয় জল, ত্রিপল, জামাকাপড়, ওষুধপত্র পাঠানো হয়েছে। এর পরেই সমালোচনায় সরব হয়েছে বিজেপি। বিজেপির অভিযোগ, ঘাটালের বন্যার সময় সাংসদকে দেখা যায় না। অথচ উত্তরবঙ্গে ত্রাণ পাঠিয়ে প্রচার চালানো হচ্ছে। ঘাটাল মাস্টার প্ল্যান নিয়েও প্রশ্ন তুলেছে বিজেপি। যদিও তৃণমূলের দাবি, বিপদে মানুষের পাশে দাঁড়ানোই দলের নীতি। সাংসদ দেবের ঘনিষ্ঠ এক নেতা জানান, ঘাটালের বন্যায় দেব বারবার এসেছেন এবং ত্রাণের ব্যবস্থা করেছেন। উত্তরবঙ্গের মানুষের পাশে দাঁড়ানো তাঁর কর্তব্য। বিজেপির জেলা সভাপতির কটাক্ষ, প্রচারের আলোয় থাকতেই এসব করা হচ্ছে। ঘাটালের মানুষের দুর্ভোগ নিয়ে সাংসদের কোনও মাথাব্যথা নেই। ঘাটালের মানুষ এ সব দেখছেন এবং সময়মতো জবাব দেবেন।	[210, 858, 589, 1028]
headline-police: পুলিশি হেফাজত	[68, 128, 171, 197]
cell-demand: (ক) ১১.১১.২০২৪ (খ) টাকা ৮,৮৩,৭৫১.৪৩ (৩১.১০.২০২৪ অনুযায়ী) (গ) ২০.০২.২০২৫ (ঘ) প্রতীকী দখল	[1213, 1384, 1336, 1460]
cell-sl: ৪।	[39, 1731, 63, 1795]
cell-property: ইকুইটেবল মর্টগেজ, নিম্নোক্ত জমি ও বিল্ডিং সম্বলিত স্থাবর সম্পত্তি, অবস্থান: মৌজা- দেভোগ, জে.এল নং ১২৮, খতিয়ান নং ৫৮৬, দাগ নং ৬৩২, জমির পরিমাণ ৩ ডেসিমেল, থানা: ভবানীপুর, জেলা: পূর্ব মেদিনীপুর। মালিক: রাজু দাস	[262, 1666, 470, 1731]
headline-bjp-leader: ধৃত বিজেপি নেতা	[38, 571, 201, 597]
cell-date: ৩১.১০.২০২৫ বেলা ১১.০০টা হইতে বিকেল ৫.০০টা ব্যাঙ্কের জানা নেই	[754, 1795, 872, 1860]
terms-title: ই-অকশন বিক্রয়ের শর্তাবলি:	[1141, 1634, 1259, 1646]
section-title: মেদিনীপুর-ঝাড়গ্রাম	[948, 57, 1478, 106]
ad-contact: মোবাইল নং ৯৮১৯৭ ০৮৮৩৪/৭৫৯৪৮ ২১১৬৩, ই-মেল: cs8300@pnb.co.in	[280, 1297, 630, 1309]
cell-borrower: শা: কোলাঘাট (০১৬৬১০) অলোক ভৌমিক (ঋণগ্রহীতা), পিতা: প্রয়াত বেনুধর ভৌমিক, গ্রাম + পোস্ট: চৌধুরীপাড়া, থানা: পাঁশকুড়া, জেলা: পূর্ব মেদিনীপুর, পিন-৭২১১৩৯ প্রণতি ভৌমিক (জামিনদার), স্বামী: অলোক ভৌমিক উত্তম মিশ্র (জামিনদার), পিতা: অমরেন্দ্রনাথ মিশ্র	[63, 1515, 262, 1591]
cell-date: ৩১.১০.২০২৫ বেলা ১১.০০টা হইতে বিকেল ৫.০০টা ব্যাঙ্কের জানা নেই	[1431, 1384, 1522, 1460]
story-protest-body: তমলুক: গাজায় ত্রাণবাহী 'ফ্লোটিলায়' ইজরায়েলি হামলার প্রতিবাদে বিক্ষোভ মিছিল করল এসইউসি। মঙ্গলবার তমলুকের হাসপাতাল মোড় থেকে মিছিল	[34, 1144, 205, 1200]
cell-date: ৩১.১০.২০২৫ বেলা ১১.০০টা হইতে বিকেল ৫.০০টা ব্যাঙ্কের জানা নেই	[754, 1591, 872, 1666]
ad-schedule-title: জামিনযুক্ত পরিসম্পদের তফসিল	[388, 1412, 522, 1425]
dateline-dev-relief: ঘাটাল	[282, 836, 318, 853]
headline-tree: গাছে মনোরোগী	[53, 932, 186, 955]
table-row	[39, 1591, 872, 1666]
cell-borrower: শা: নোনাকুড়ি বাজার (০৬৭৮০) মে: ডি.টি. এন্টারপ্রাইজ, স্বত্বাধিকারী: দিব্যেন্দু তালুকদার, পিতা: দুলাল চন্দ্র তালুকদার, গ্রাম: শিমুলবেড়িয়া, পোস্ট: গোপালপুর, জেলা: পূর্ব মেদিনীপুর, পিন-৭২১১৩৭ বাসুদেব তালুকদার (জামিনদার), পিতা: দুলাল চন্দ্র তালুকদার	[63, 1591, 262, 1666]
pnb-banner	[38, 1209, 692, 1276]
